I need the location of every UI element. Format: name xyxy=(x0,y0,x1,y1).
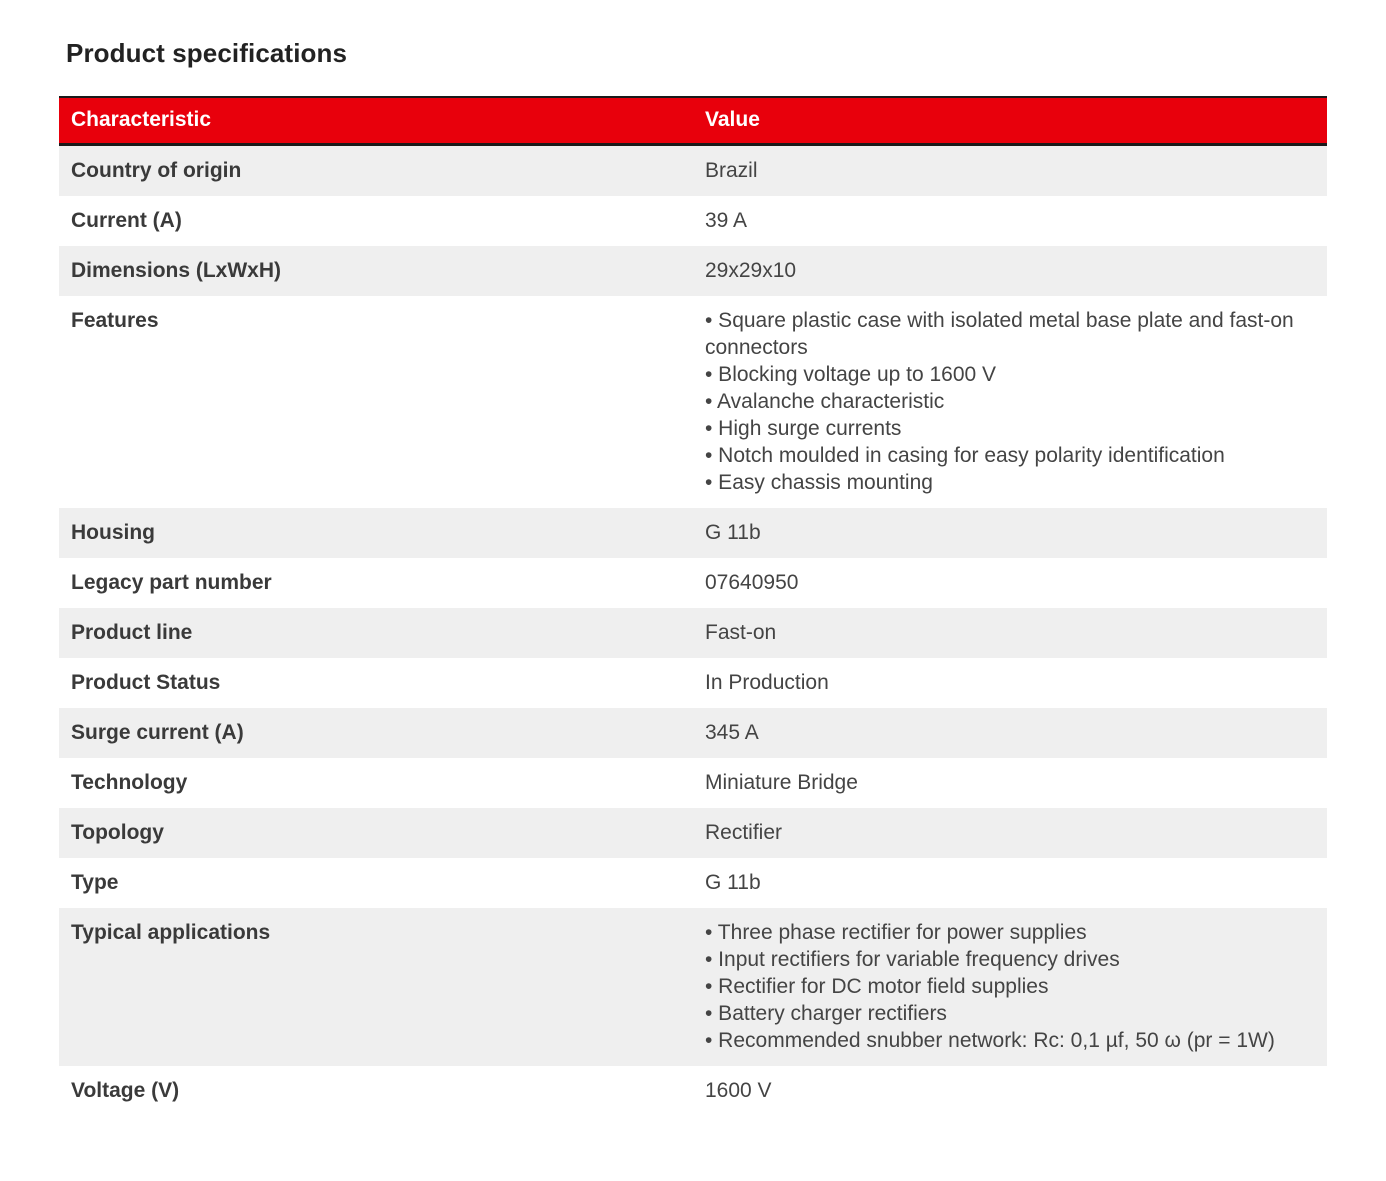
feature-item: • Square plastic case with isolated metal base plate and fast-on connectors xyxy=(705,308,1294,359)
application-item: • Battery charger rectifiers xyxy=(705,1001,947,1025)
feature-item: • Notch moulded in casing for easy polarity identification xyxy=(705,443,1225,467)
value-column-header: Value xyxy=(693,97,1327,144)
feature-item: • Avalanche characteristic xyxy=(705,389,945,413)
application-item: • Rectifier for DC motor field supplies xyxy=(705,974,1049,998)
feature-item: • Easy chassis mounting xyxy=(705,470,933,494)
value-cell: 29x29x10 xyxy=(693,246,1327,296)
characteristic-column-header: Characteristic xyxy=(59,97,693,144)
characteristic-cell: Current (A) xyxy=(59,196,693,246)
table-row xyxy=(59,296,1327,508)
table-body xyxy=(59,144,1327,1116)
table-row xyxy=(59,1066,1327,1116)
table-row xyxy=(59,508,1327,558)
specifications-table xyxy=(59,96,1327,1116)
table-row xyxy=(59,658,1327,708)
table-row xyxy=(59,558,1327,608)
feature-item: • Blocking voltage up to 1600 V xyxy=(705,362,997,386)
characteristic-cell: Legacy part number xyxy=(59,558,693,608)
table-row xyxy=(59,758,1327,808)
characteristic-cell: Dimensions (LxWxH) xyxy=(59,246,693,296)
features-list xyxy=(693,296,1327,508)
value-cell: Brazil xyxy=(693,144,1327,196)
characteristic-cell: Housing xyxy=(59,508,693,558)
table-row xyxy=(59,858,1327,908)
page-title: Product specifications xyxy=(66,38,348,68)
value-cell: Rectifier xyxy=(693,808,1327,858)
table-row xyxy=(59,608,1327,658)
value-cell: 345 A xyxy=(693,708,1327,758)
table-row xyxy=(59,908,1327,1066)
value-cell: Miniature Bridge xyxy=(693,758,1327,808)
application-item: • Three phase rectifier for power supplies xyxy=(705,920,1087,944)
characteristic-cell: Country of origin xyxy=(59,144,693,196)
characteristic-cell: Type xyxy=(59,858,693,908)
feature-item: • High surge currents xyxy=(705,416,902,440)
value-cell: Fast-on xyxy=(693,608,1327,658)
characteristic-cell: Features xyxy=(59,296,693,508)
application-item: • Recommended snubber network: Rc: 0,1 µf, 50 ω (pr = 1W) xyxy=(705,1028,1275,1052)
value-cell: In Production xyxy=(693,658,1327,708)
table-row xyxy=(59,144,1327,196)
characteristic-cell: Product line xyxy=(59,608,693,658)
table-header-row xyxy=(59,97,1327,144)
value-cell: G 11b xyxy=(693,508,1327,558)
value-cell: G 11b xyxy=(693,858,1327,908)
table-row xyxy=(59,808,1327,858)
value-cell: 07640950 xyxy=(693,558,1327,608)
table-row xyxy=(59,246,1327,296)
characteristic-cell: Surge current (A) xyxy=(59,708,693,758)
application-item: • Input rectifiers for variable frequency drives xyxy=(705,947,1120,971)
table-row xyxy=(59,708,1327,758)
applications-list xyxy=(693,908,1327,1066)
characteristic-cell: Topology xyxy=(59,808,693,858)
characteristic-cell: Technology xyxy=(59,758,693,808)
characteristic-cell: Product Status xyxy=(59,658,693,708)
characteristic-cell: Voltage (V) xyxy=(59,1066,693,1116)
value-cell: 1600 V xyxy=(693,1066,1327,1116)
value-cell: 39 A xyxy=(693,196,1327,246)
table-row xyxy=(59,196,1327,246)
characteristic-cell: Typical applications xyxy=(59,908,693,1066)
